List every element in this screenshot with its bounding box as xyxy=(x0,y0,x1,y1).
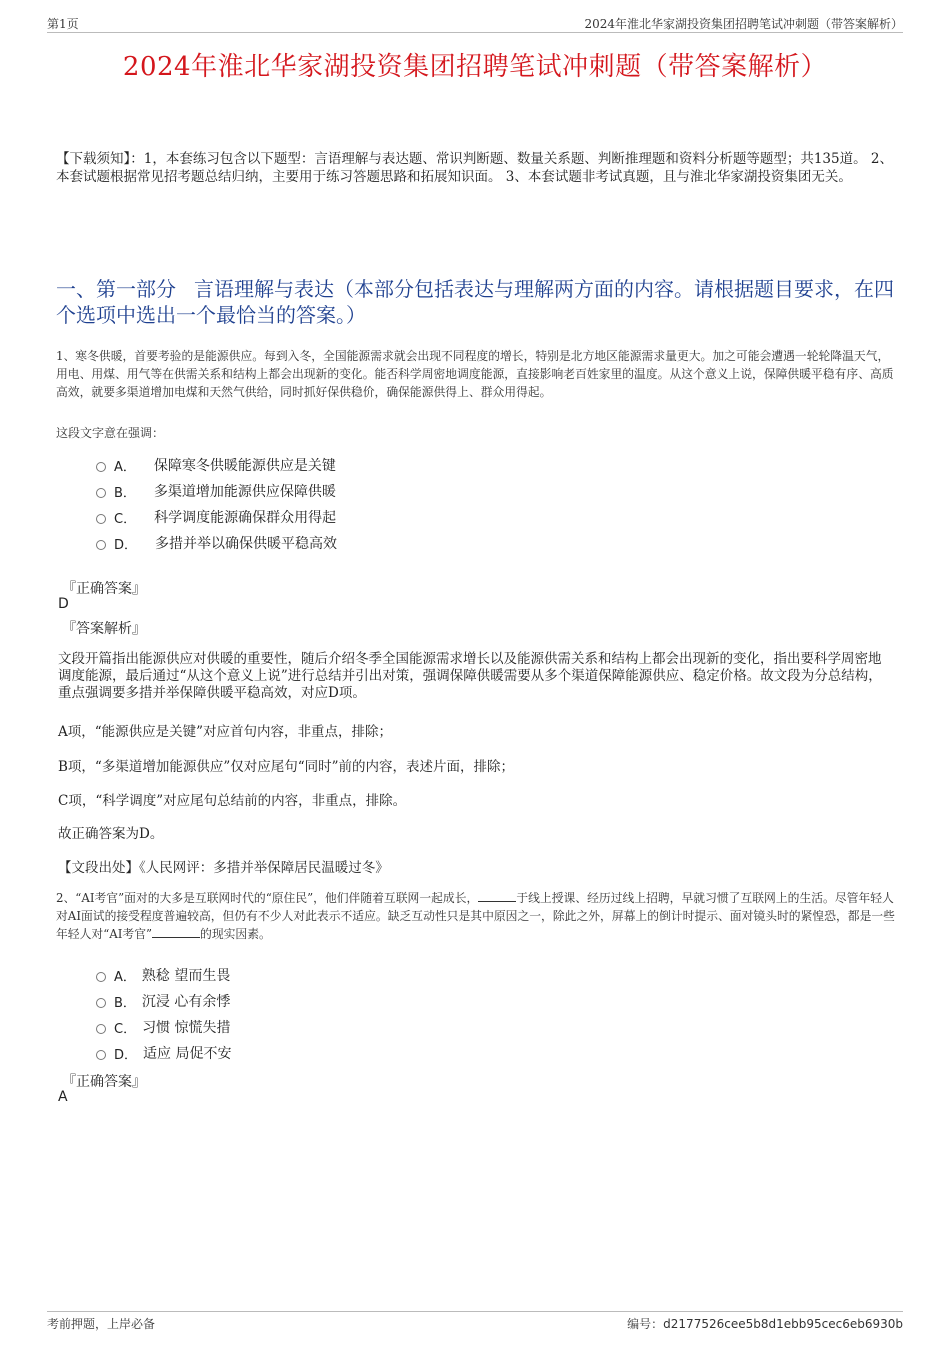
section-heading-number: 一、第一部分 xyxy=(56,277,176,301)
question-1-answer-label: 『正确答案』 xyxy=(62,581,146,597)
question-2-option-b[interactable]: B． 沉浸 心有余悸 xyxy=(96,988,696,1014)
document-title: 2024年淮北华家湖投资集团招聘笔试冲刺题（带答案解析） xyxy=(122,52,828,82)
question-1-prompt: 这段文字意在强调： xyxy=(56,426,165,440)
footer-slogan: 考前押题，上岸必备 xyxy=(47,1317,156,1331)
question-2-text: 2、“AI考官”面对的大多是互联网时代的“原住民”，他们伴随着互联网一起成长， 于线上授课、经历过线上招聘，早就习惯了互联网上的生活。尽管年轻人对AI面试的接受程度普遍较高，但仍有不少人对此表示不适应。缺乏互动性只是其中原因之一，除此之外，屏幕上的倒计时提示、面对镜头时的紧惶恐，都是一些年轻人对“AI考官” 的现实因素。 xyxy=(56,891,895,941)
question-2-answer-label: 『正确答案』 xyxy=(62,1074,146,1090)
download-notice: 【下载须知】：1，本套练习包含以下题型：言语理解与表达题、常识判断题、数量关系题、判断推理题和资料分析题等题型；共135道。 2、本套试题根据常见招考题总结归纳，主要用于练习答题思路和拓展知识面。 3、本套试题非考试真题，且与淮北华家湖投资集团无关。 xyxy=(56,151,893,185)
question-1-option-d[interactable]: D． 多措并举以确保供暖平稳高效 xyxy=(96,530,696,556)
radio-icon[interactable] xyxy=(96,540,106,550)
header-divider xyxy=(47,32,903,33)
question-2-option-a[interactable]: A． 熟稔 望而生畏 xyxy=(96,962,696,988)
radio-icon[interactable] xyxy=(96,488,106,498)
radio-icon[interactable] xyxy=(96,462,106,472)
question-1-option-a[interactable]: A． 保障寒冬供暖能源供应是关键 xyxy=(96,452,696,478)
question-2-option-d[interactable]: D． 适应 局促不安 xyxy=(96,1040,696,1066)
question-1-analysis-line-c: C项，“科学调度”对应尾句总结前的内容，非重点，排除。 xyxy=(58,793,407,809)
question-2-answer: A xyxy=(58,1089,68,1105)
fill-blank-1 xyxy=(478,891,516,902)
question-2-option-c[interactable]: C． 习惯 惊慌失措 xyxy=(96,1014,696,1040)
document-code: 编号：d2177526cee5b8d1ebb95cec6eb6930b xyxy=(627,1317,903,1331)
question-1-analysis-label: 『答案解析』 xyxy=(62,621,146,637)
question-2-options xyxy=(96,962,696,1066)
section-heading xyxy=(56,276,898,328)
question-1-conclusion: 故正确答案为D。 xyxy=(58,826,164,842)
question-1-option-b[interactable]: B． 多渠道增加能源供应保障供暖 xyxy=(96,478,696,504)
fill-blank-2 xyxy=(152,927,200,938)
section-heading-desc: 言语理解与表达（本部分包括表达与理解两方面的内容。请根据题目要求，在四个选项中选出一个最恰当的答案。） xyxy=(56,277,894,327)
question-1-text: 1、寒冬供暖，首要考验的是能源供应。每到入冬，全国能源需求就会出现不同程度的增长，特别是北方地区能源需求量更大。加之可能会遭遇一轮轮降温天气，用电、用煤、用气等在供需关系和结构上都会出现新的变化。能否科学周密地调度能源，直接影响老百姓家里的温度。从这个意义上说，保障供暖平稳有序、高质高效，就要多渠道增加电煤和天然气供给，同时抓好保供稳价，确保能源供得上、群众用得起。 xyxy=(56,349,894,399)
radio-icon[interactable] xyxy=(96,1024,106,1034)
question-1-analysis-line-b: B项，“多渠道增加能源供应”仅对应尾句“同时”前的内容，表述片面，排除； xyxy=(58,759,515,775)
question-1-options xyxy=(96,452,696,556)
radio-icon[interactable] xyxy=(96,972,106,982)
question-1-source: 【文段出处】《人民网评：多措并举保障居民温暖过冬》 xyxy=(58,860,389,876)
running-header-title: 2024年淮北华家湖投资集团招聘笔试冲刺题（带答案解析） xyxy=(584,17,903,31)
radio-icon[interactable] xyxy=(96,514,106,524)
question-1-answer: D xyxy=(58,596,69,612)
question-1-analysis: 文段开篇指出能源供应对供暖的重要性，随后介绍冬季全国能源需求增长以及能源供需关系和结构上都会出现新的变化，指出要科学周密地调度能源，最后通过“从这个意义上说”进行总结并引出对策，强调保障供暖需要从多个渠道保障能源供应、稳定价格。故文段为分总结构，重点强调要多措并举保障供暖平稳高效，对应D项。 xyxy=(58,651,882,701)
footer-divider xyxy=(47,1311,903,1312)
radio-icon[interactable] xyxy=(96,1050,106,1060)
page-number: 第1页 xyxy=(47,17,79,31)
question-1-option-c[interactable]: C． 科学调度能源确保群众用得起 xyxy=(96,504,696,530)
question-1-analysis-line-a: A项，“能源供应是关键”对应首句内容，非重点，排除； xyxy=(58,724,393,740)
radio-icon[interactable] xyxy=(96,998,106,1008)
